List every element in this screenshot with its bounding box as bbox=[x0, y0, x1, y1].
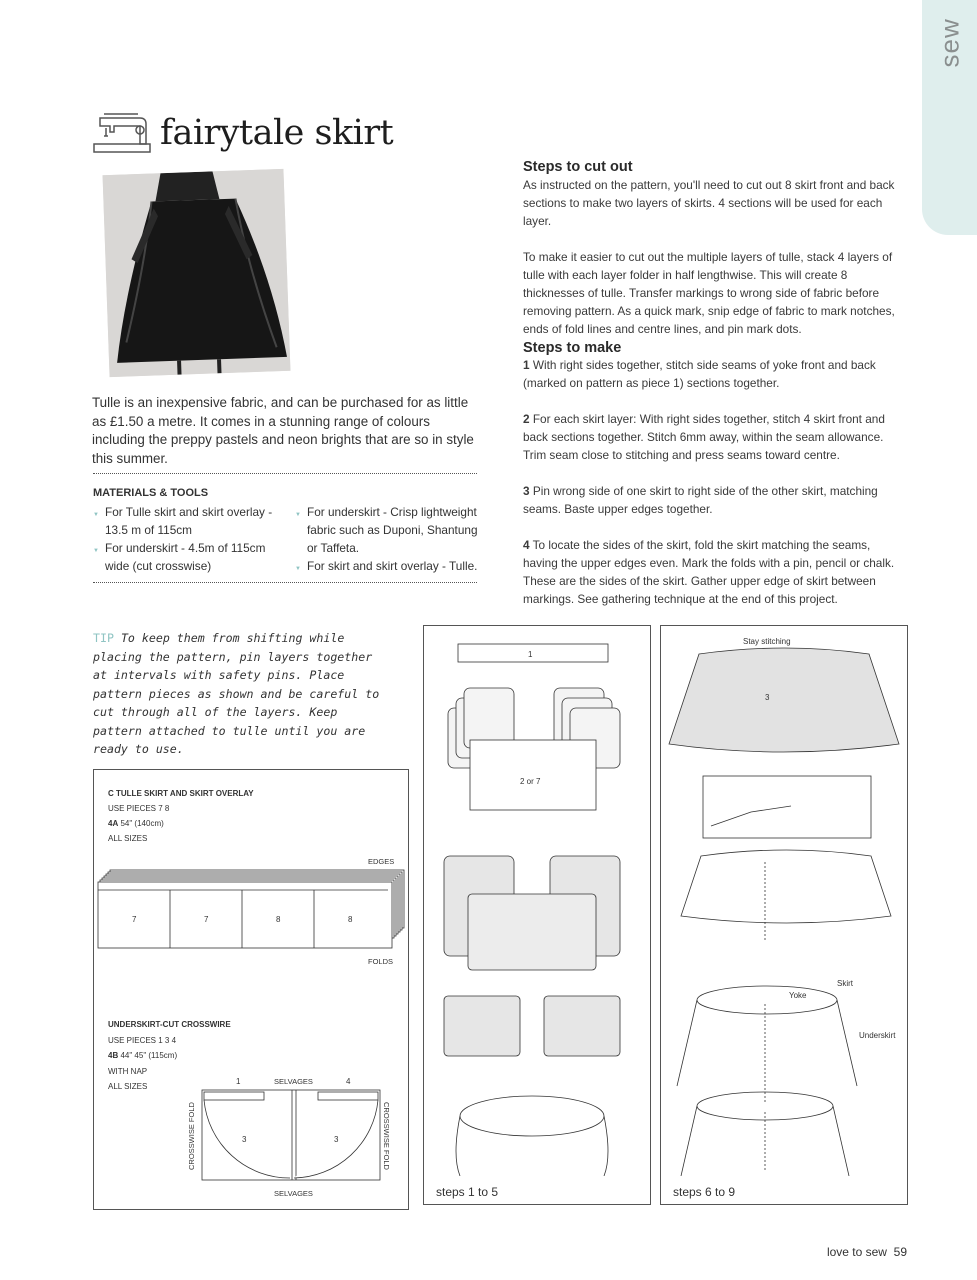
step-text: With right sides together, stitch side seams of yoke front and back (marked on pattern as piece 1) sections together. bbox=[523, 358, 876, 390]
layout-b-title: UNDERSKIRT-CUT CROSSWIRE bbox=[108, 1020, 231, 1029]
layout-piece: 7 bbox=[204, 915, 209, 924]
materials-list-right bbox=[295, 503, 480, 575]
layout-b-width-text: 44" 45" (115cm) bbox=[120, 1051, 178, 1060]
underskirt-label: Underskirt bbox=[859, 1031, 896, 1040]
layout-a-sizes: ALL SIZES bbox=[108, 834, 148, 843]
folds-label: FOLDS bbox=[368, 957, 394, 966]
crosswise-fold-label: CROSSWISE FOLD bbox=[187, 1102, 196, 1170]
page-number: 59 bbox=[893, 1245, 907, 1259]
crosswise-fold-label: CROSSWISE FOLD bbox=[382, 1102, 391, 1170]
layout-b-piece-3: 3 bbox=[334, 1135, 339, 1144]
divider bbox=[93, 582, 477, 583]
yoke-label: Yoke bbox=[789, 991, 807, 1000]
make-step bbox=[523, 356, 908, 392]
layout-b-pieces: USE PIECES 1 3 4 bbox=[108, 1035, 177, 1045]
layout-a-width bbox=[108, 816, 254, 831]
steps-6-9-panel bbox=[660, 625, 908, 1205]
tip-note bbox=[93, 629, 388, 759]
layout-b-piece-1: 1 bbox=[236, 1077, 241, 1086]
make-step bbox=[523, 410, 908, 464]
layout-b-sizes: ALL SIZES bbox=[108, 1082, 148, 1091]
steps-1-5-caption: steps 1 to 5 bbox=[436, 1185, 499, 1199]
cutting-layout-panel bbox=[93, 769, 409, 1210]
materials-item: ▼ For underskirt - Crisp lightweight fabric such as Duponi, Shantung or Taffeta. bbox=[295, 503, 480, 557]
layout-piece: 8 bbox=[276, 915, 281, 924]
tulle-layout-diagram bbox=[94, 850, 406, 970]
materials-list-left bbox=[93, 503, 273, 575]
layout-b-piece-3: 3 bbox=[242, 1135, 247, 1144]
section-tab bbox=[922, 0, 977, 235]
layout-a-title: C TULLE SKIRT AND SKIRT OVERLAY bbox=[108, 789, 254, 798]
materials-item: ▼ For underskirt - 4.5m of 115cm wide (cut crosswise) bbox=[93, 539, 273, 575]
make-heading: Steps to make bbox=[523, 340, 622, 356]
steps-to-make-section bbox=[523, 340, 908, 608]
page-footer bbox=[827, 1245, 907, 1259]
steps-6-9-caption: steps 6 to 9 bbox=[673, 1185, 736, 1199]
layout-b-code: 4B bbox=[108, 1051, 119, 1060]
step-number: 1 bbox=[523, 358, 530, 372]
selvages-label: SELVAGES bbox=[274, 1189, 313, 1198]
steps-6-9-diagram bbox=[661, 626, 907, 1176]
make-step bbox=[523, 536, 908, 608]
layout-b-piece-4: 4 bbox=[346, 1077, 351, 1086]
sewing-machine-icon bbox=[92, 100, 154, 156]
materials-item: ▼ For skirt and skirt overlay - Tulle. bbox=[295, 557, 480, 575]
divider bbox=[93, 473, 477, 474]
page-title: fairytale skirt bbox=[160, 113, 394, 153]
step-number: 4 bbox=[523, 538, 530, 552]
footer-brand: love to sew bbox=[826, 1245, 887, 1259]
cut-paragraph: To make it easier to cut out the multiple layers of tulle, stack 4 layers of tulle with each layer folder in half lengthwise. This will create 8 thicknesses of tulle. Transfer markings to wrong side of fabric before removing pattern. As a quick mark, snip edge of fabric to mark notches, ends of fold lines and centre lines, and pin mark dots. bbox=[523, 250, 895, 336]
tip-label: TIP bbox=[93, 631, 114, 645]
cut-heading: Steps to cut out bbox=[523, 159, 633, 175]
selvages-label: SELVAGES bbox=[274, 1077, 313, 1086]
skirt-label: Skirt bbox=[837, 979, 853, 988]
layout-b-nap: WITH NAP bbox=[108, 1066, 148, 1076]
materials-item: ▼ For Tulle skirt and skirt overlay - 13.5 m of 115cm bbox=[93, 503, 273, 539]
intro-paragraph: Tulle is an inexpensive fabric, and can be purchased for as little as £1.50 a metre. It comes in a stunning range of colours including the preppy pastels and neon brights that are so in style this summer. bbox=[92, 395, 474, 466]
step-text: For each skirt layer: With right sides together, stitch 4 skirt front and back sections together. Stitch 6mm away, within the seam allowance. Trim seam close to stitching and press seams toward centre. bbox=[523, 412, 885, 462]
layout-a-pieces: USE PIECES 7 8 bbox=[108, 804, 170, 813]
section-tab-label: sew bbox=[934, 18, 965, 68]
materials-heading: MATERIALS & TOOLS bbox=[93, 487, 209, 499]
piece-1-label: 1 bbox=[528, 650, 533, 659]
skirt-photo bbox=[103, 169, 291, 377]
layout-b-width bbox=[108, 1048, 231, 1064]
step-text: To locate the sides of the skirt, fold the skirt matching the seams, having the upper edges even. Mark the folds with a pin, pencil or chalk. These are the sides of the skirt. Gather upper edge of skirt between markings. See gathering technique at the end of this project. bbox=[523, 538, 895, 606]
edges-label: EDGES bbox=[368, 857, 395, 866]
skirt-photo-image bbox=[103, 169, 291, 377]
layout-a-code: 4A bbox=[108, 819, 119, 828]
piece-2-7-label: 2 or 7 bbox=[520, 777, 541, 786]
tip-text: To keep them from shifting while placing the pattern, pin layers together at intervals with safety pins. Place pattern pieces as shown and be careful to cut through all of the layers. Keep pattern attached to tulle until you are ready to use. bbox=[93, 631, 380, 756]
layout-a-legend bbox=[108, 786, 254, 846]
step-text: Pin wrong side of one skirt to right side of the other skirt, matching seams. Baste upper edges together. bbox=[523, 484, 878, 516]
stay-stitching-label: Stay stitching bbox=[743, 637, 791, 646]
layout-a-width-text: 54" (140cm) bbox=[120, 819, 164, 828]
steps-1-5-diagram bbox=[424, 626, 650, 1176]
layout-piece: 8 bbox=[348, 915, 353, 924]
piece-3-label: 3 bbox=[765, 693, 770, 702]
steps-to-cut-section bbox=[523, 159, 908, 338]
make-step bbox=[523, 482, 908, 518]
step-number: 2 bbox=[523, 412, 530, 426]
step-number: 3 bbox=[523, 484, 530, 498]
steps-1-5-panel bbox=[423, 625, 651, 1205]
underskirt-layout-diagram bbox=[184, 1072, 404, 1202]
layout-piece: 7 bbox=[132, 915, 137, 924]
cut-paragraph: As instructed on the pattern, you'll need to cut out 8 skirt front and back sections to make two layers of skirts. 4 sections will be used for each layer. bbox=[523, 178, 895, 228]
